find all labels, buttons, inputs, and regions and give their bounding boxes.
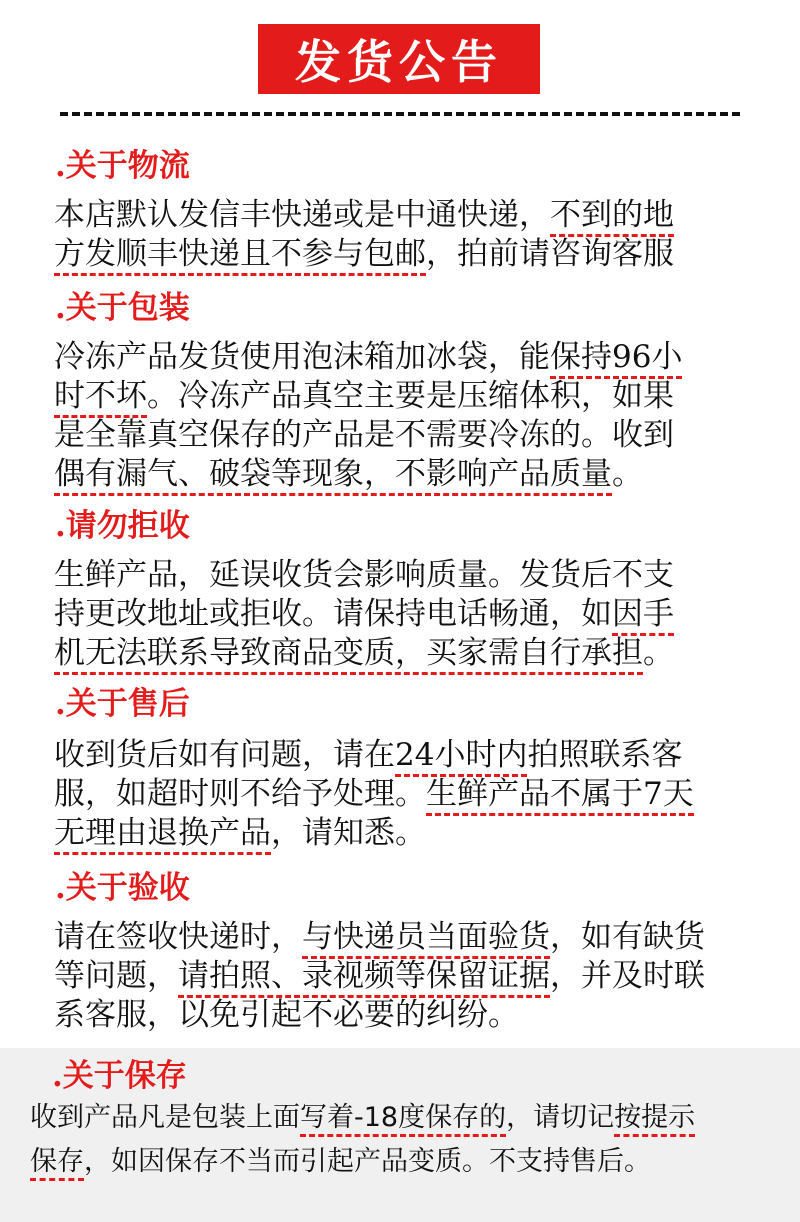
- section-heading-packaging: .关于包装: [55, 290, 190, 326]
- highlighted-text: 写着-18度保存的: [300, 1102, 506, 1137]
- section-heading-inspection: .关于验收: [55, 870, 190, 906]
- text-segment: 。冷冻产品真空主要是压缩体积，如果: [147, 378, 674, 414]
- text-segment: 。: [643, 635, 674, 671]
- text-line: [54, 196, 754, 235]
- text-segment: 等问题，: [54, 958, 178, 994]
- text-segment: 是全靠真空保存的产品是不需要冷冻的。收到: [54, 417, 674, 453]
- section-heading-storage: .关于保存: [52, 1058, 187, 1094]
- text-line: [54, 556, 754, 595]
- text-segment: 持更改地址或拒收。请保持电话畅通，如: [54, 596, 612, 632]
- highlighted-text: 请拍照、录视频等保留证据: [178, 958, 550, 998]
- text-segment: 冷冻产品发货使用泡沫箱加冰袋，能: [54, 339, 550, 375]
- section-text-packaging: [54, 338, 754, 494]
- section-text-logistics: [54, 196, 754, 274]
- text-segment: 本店默认发信丰快递或是中通快递，: [54, 197, 550, 233]
- text-segment: ，如有缺货: [550, 919, 705, 955]
- text-line: [30, 1140, 790, 1184]
- text-line: [54, 235, 754, 274]
- text-line: [30, 1096, 790, 1140]
- text-line: [54, 775, 754, 814]
- text-segment: ，拍前请咨询客服: [426, 236, 674, 272]
- page-title: 发货公告: [258, 24, 540, 94]
- section-text-storage: [30, 1096, 790, 1184]
- highlighted-text: 保持96小: [550, 339, 682, 379]
- text-line: [54, 736, 754, 775]
- highlighted-text: 生鲜产品不属于7天: [426, 776, 694, 816]
- title-divider: [60, 112, 740, 116]
- text-segment: 请在签收快递时，: [54, 919, 302, 955]
- highlighted-text: 方发顺丰快递且不参与包邮: [54, 236, 426, 276]
- section-heading-after-sales: .关于售后: [55, 686, 190, 722]
- text-line: [54, 338, 754, 377]
- text-segment: ，如因保存不当而引起产品变质。不支持售后。: [84, 1146, 651, 1177]
- text-line: [54, 918, 754, 957]
- section-text-inspection: [54, 918, 754, 1035]
- text-line: [54, 814, 754, 853]
- text-segment: ，请切记: [506, 1102, 615, 1133]
- highlighted-text: 与快递员当面验货: [302, 919, 550, 959]
- highlighted-text: 按提示: [614, 1102, 695, 1137]
- text-line: [54, 595, 754, 634]
- text-line: [54, 455, 754, 494]
- text-segment: 生鲜产品，延误收货会影响质量。发货后不支: [54, 557, 674, 593]
- highlighted-text: 时不坏: [54, 378, 147, 418]
- text-segment: 收到货后如有问题，请在: [54, 737, 395, 773]
- text-line: [54, 996, 754, 1035]
- highlighted-text: 保存: [30, 1146, 84, 1181]
- text-segment: ，并及时联: [550, 958, 705, 994]
- text-segment: 系客服，以免引起不必要的纠纷。: [54, 997, 519, 1033]
- text-segment: 服，如超时则不给予处理。: [54, 776, 426, 812]
- highlighted-text: 24小时内: [395, 737, 527, 777]
- section-heading-logistics: .关于物流: [55, 148, 190, 184]
- text-line: [54, 416, 754, 455]
- text-line: [54, 634, 754, 673]
- section-heading-no-refusal: .请勿拒收: [55, 508, 190, 544]
- highlighted-text: 因手: [612, 596, 674, 636]
- text-line: [54, 377, 754, 416]
- text-line: [54, 957, 754, 996]
- highlighted-text: 无理由退换产品: [54, 815, 271, 855]
- highlighted-text: 不到的地: [550, 197, 674, 237]
- text-segment: 拍照联系客: [527, 737, 683, 773]
- section-text-no-refusal: [54, 556, 754, 673]
- text-segment: 收到产品凡是包装上面: [30, 1102, 300, 1133]
- highlighted-text: 机无法联系导致商品变质，买家需自行承担: [54, 635, 643, 675]
- section-text-after-sales: [54, 736, 754, 853]
- highlighted-text: 偶有漏气、破袋等现象，不影响产品质量: [54, 456, 612, 496]
- text-segment: ，请知悉。: [271, 815, 426, 851]
- text-segment: 。: [612, 456, 643, 492]
